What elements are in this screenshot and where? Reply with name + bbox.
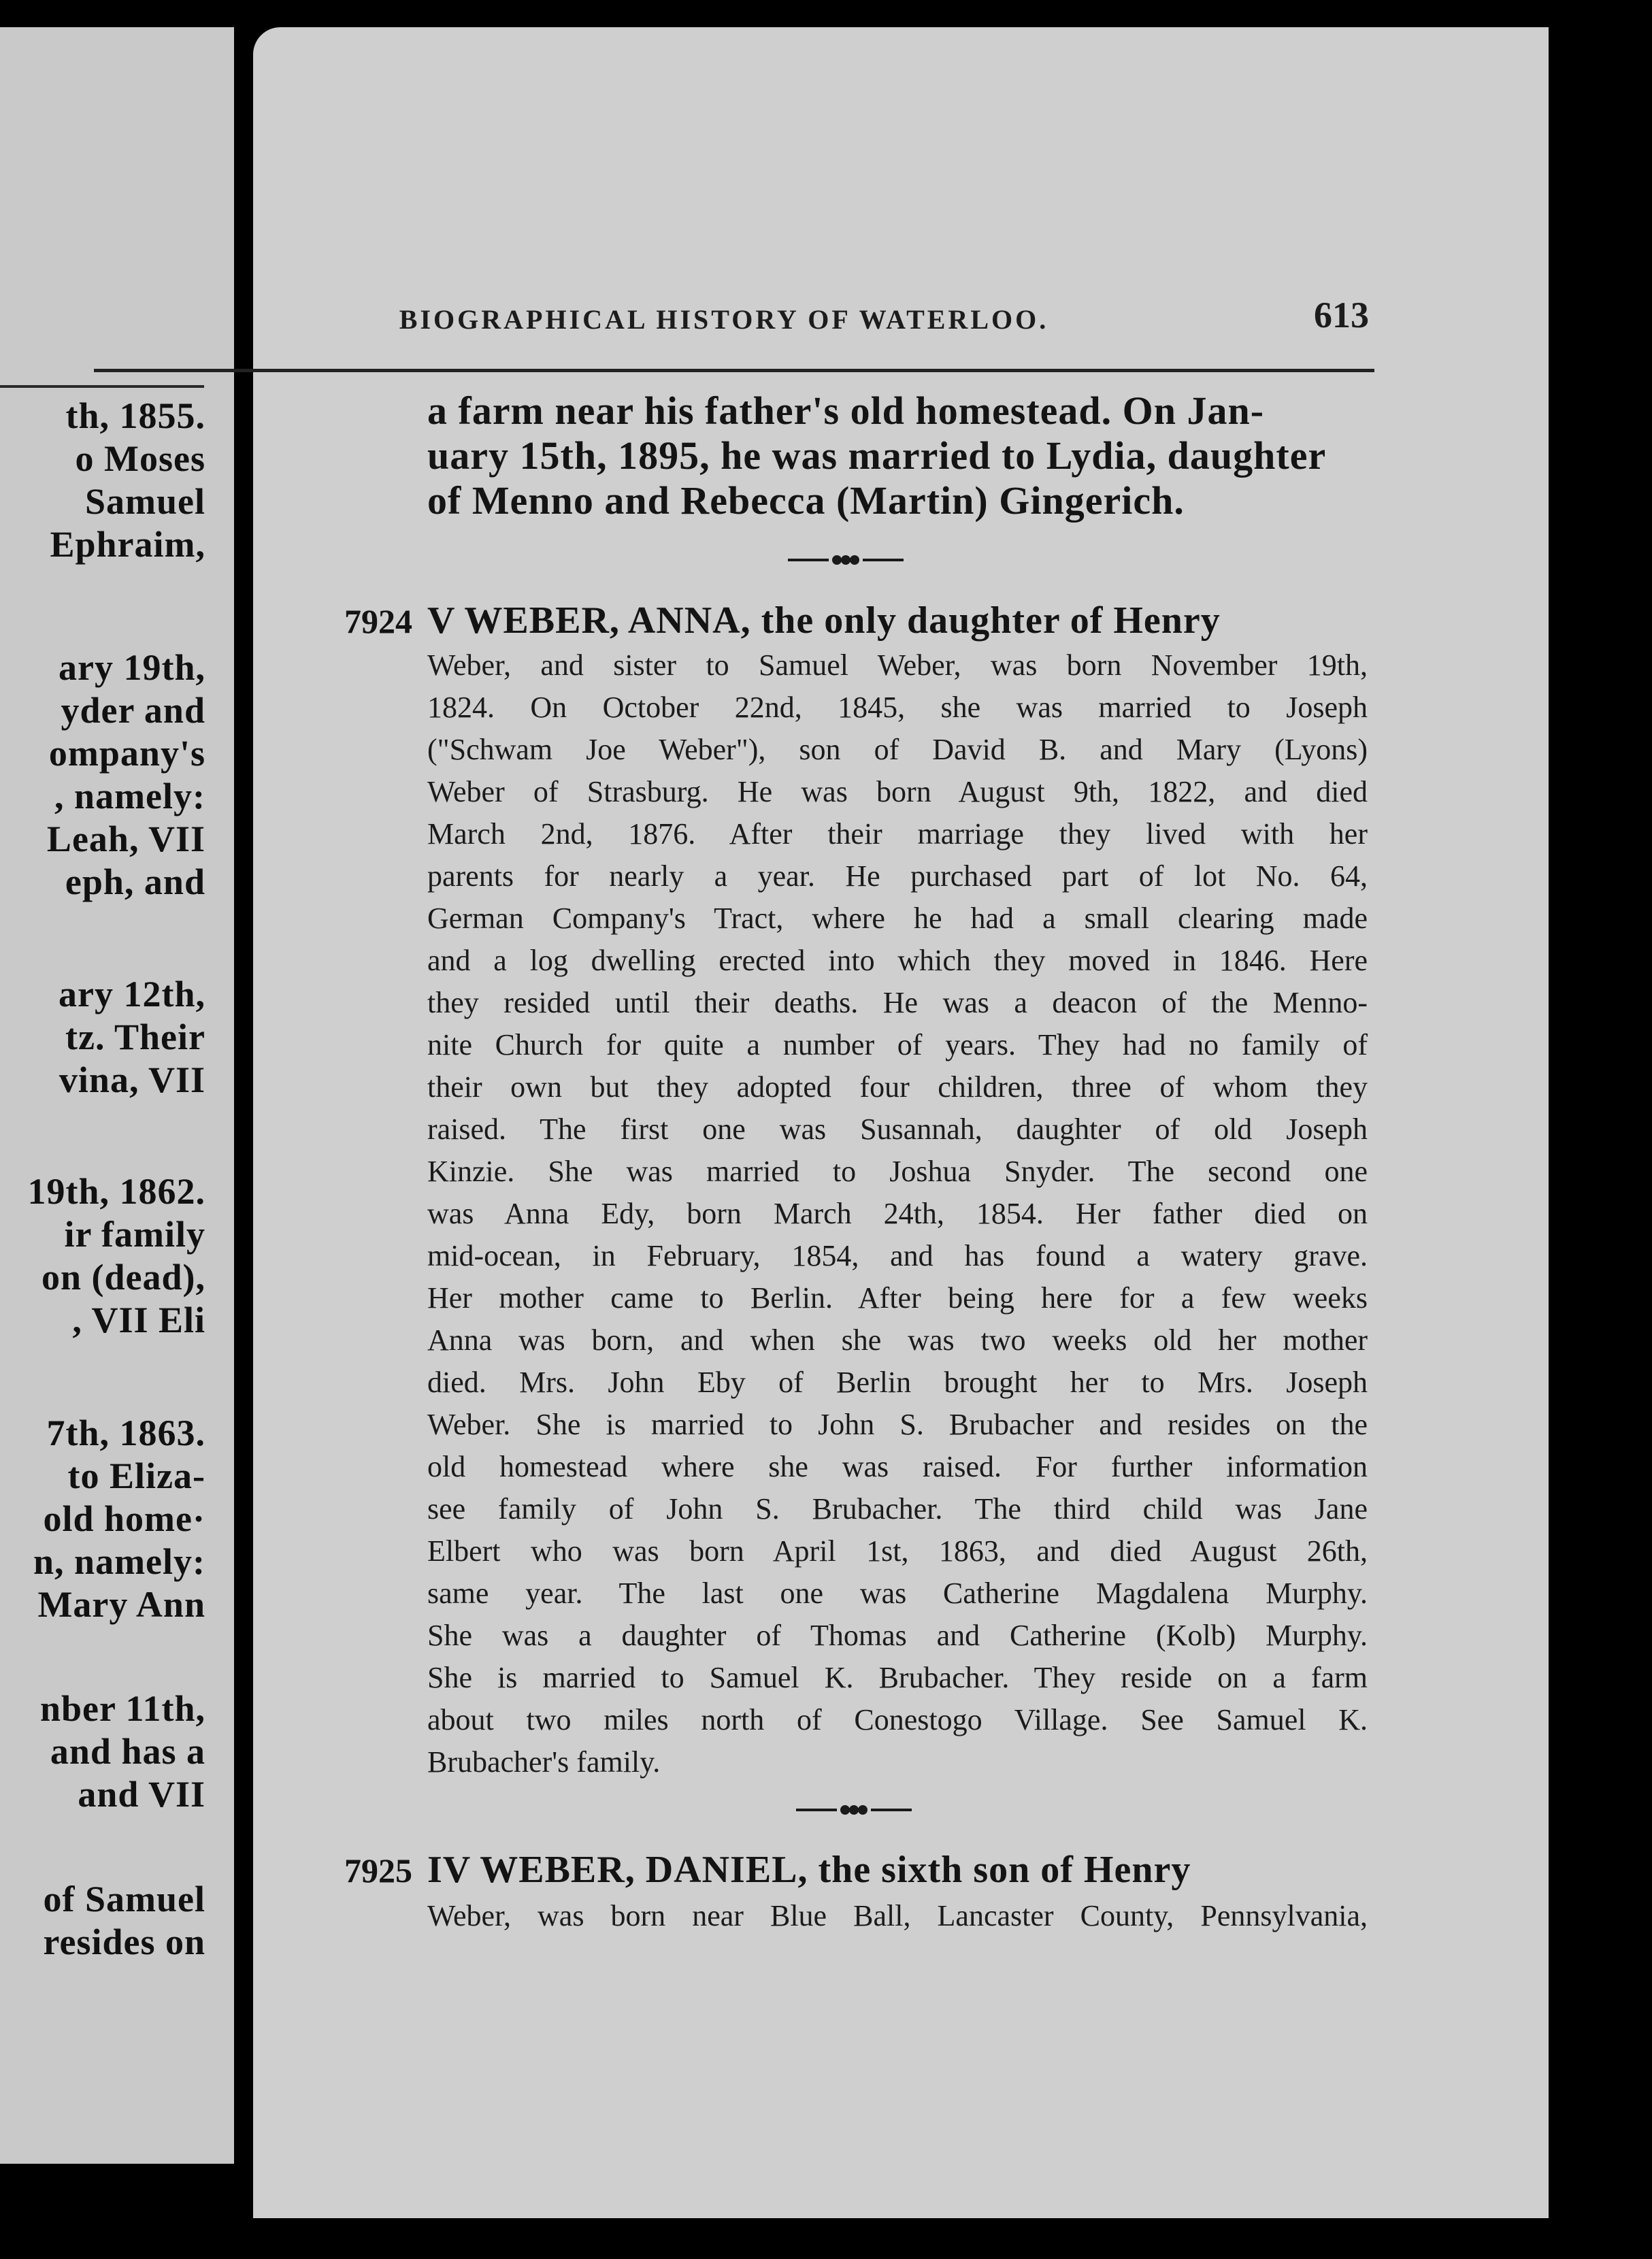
entry-text-line: same year. The last one was Catherine Magdalena Murphy. xyxy=(427,1577,1368,1610)
continuation-line: uary 15th, 1895, he was married to Lydia, daughter xyxy=(427,433,1327,478)
facing-page-line: to Eliza- xyxy=(67,1455,205,1496)
facing-page-header-rule xyxy=(0,385,204,388)
entry-text-line: they resided until their deaths. He was a deacon of the Menno- xyxy=(427,986,1368,1019)
entry-number: 7925 xyxy=(344,1851,412,1890)
entry-text-line: Brubacher's family. xyxy=(427,1745,661,1779)
entry-text-line: Elbert who was born April 1st, 1863, and died August 26th, xyxy=(427,1534,1368,1568)
entry-text-line: ("Schwam Joe Weber"), son of David B. and Mary (Lyons) xyxy=(427,733,1368,766)
facing-page-line: tz. Their xyxy=(65,1017,205,1057)
facing-page-line: resides on xyxy=(43,1922,205,1962)
entry-text-line: German Company's Tract, where he had a small clearing made xyxy=(427,902,1368,935)
continuation-line: a farm near his father's old homestead. On Jan- xyxy=(427,389,1265,433)
facing-page-line: , VII Eli xyxy=(72,1300,205,1340)
facing-page-line: ary 12th, xyxy=(59,974,205,1015)
entry-text-line: see family of John S. Brubacher. The third child was Jane xyxy=(427,1492,1368,1526)
facing-page-line: and has a xyxy=(50,1731,205,1772)
facing-page-line: ir family xyxy=(64,1214,205,1255)
facing-page-line: nber 11th, xyxy=(39,1688,205,1729)
entry-text-line: She is married to Samuel K. Brubacher. They reside on a farm xyxy=(427,1661,1368,1694)
entry-heading: V WEBER, ANNA, the only daughter of Henry xyxy=(427,599,1221,642)
entry-text-line: Her mother came to Berlin. After being here for a few weeks xyxy=(427,1281,1368,1315)
facing-page-line: eph, and xyxy=(65,861,205,902)
entry-text-line: Kinzie. She was married to Joshua Snyder. The second one xyxy=(427,1155,1368,1188)
section-divider-ornament-icon xyxy=(788,546,904,574)
entry-text-line: nite Church for quite a number of years. They had no family of xyxy=(427,1028,1368,1061)
facing-page-line: yder and xyxy=(61,690,205,731)
entry-text-line: Weber of Strasburg. He was born August 9th, 1822, and died xyxy=(427,775,1368,808)
facing-page-line: , namely: xyxy=(54,776,205,817)
running-head-rule xyxy=(94,369,1374,372)
facing-page-line: th, 1855. xyxy=(65,395,205,436)
entry-text-line: Weber, was born near Blue Ball, Lancaster County, Pennsylvania, xyxy=(427,1899,1368,1932)
facing-page-line: and VII xyxy=(78,1774,205,1815)
entry-text-line: parents for nearly a year. He purchased part of lot No. 64, xyxy=(427,859,1368,893)
entry-text-line: died. Mrs. John Eby of Berlin brought her to Mrs. Joseph xyxy=(427,1366,1368,1399)
entry-heading: IV WEBER, DANIEL, the sixth son of Henry xyxy=(427,1849,1191,1891)
entry-text-line: 1824. On October 22nd, 1845, she was married to Joseph xyxy=(427,691,1368,724)
entry-text-line: Weber, and sister to Samuel Weber, was born November 19th, xyxy=(427,648,1368,682)
entry-text-line: and a log dwelling erected into which they moved in 1846. Here xyxy=(427,944,1368,977)
facing-page-line: Samuel xyxy=(84,481,205,522)
facing-page-line: 7th, 1863. xyxy=(46,1413,205,1453)
facing-page-line: Ephraim, xyxy=(50,524,205,565)
page-number: 613 xyxy=(1314,295,1369,335)
facing-page-line: n, namely: xyxy=(33,1541,205,1582)
facing-page-line: Leah, VII xyxy=(46,819,205,859)
section-divider-ornament-icon xyxy=(796,1796,912,1824)
entry-text-line: old homestead where she was raised. For further information xyxy=(427,1450,1368,1483)
running-head-title: BIOGRAPHICAL HISTORY OF WATERLOO. xyxy=(399,304,1049,335)
entry-text-line: raised. The first one was Susannah, daughter of old Joseph xyxy=(427,1112,1368,1146)
book-gutter xyxy=(234,0,253,2259)
entry-text-line: mid-ocean, in February, 1854, and has found a watery grave. xyxy=(427,1239,1368,1272)
entry-text-line: March 2nd, 1876. After their marriage they lived with her xyxy=(427,817,1368,851)
entry-text-line: was Anna Edy, born March 24th, 1854. Her father died on xyxy=(427,1197,1368,1230)
entry-text-line: Weber. She is married to John S. Brubacher and resides on the xyxy=(427,1408,1368,1441)
facing-page-line: 19th, 1862. xyxy=(27,1171,205,1212)
entry-number: 7924 xyxy=(344,602,412,640)
facing-page-fragment xyxy=(0,27,234,2164)
continuation-line: of Menno and Rebecca (Martin) Gingerich. xyxy=(427,478,1185,523)
facing-page-line: of Samuel xyxy=(43,1879,205,1919)
facing-page-line: ompany's xyxy=(48,733,205,774)
facing-page-line: old home· xyxy=(43,1498,205,1539)
facing-page-line: o Moses xyxy=(75,438,205,479)
running-head xyxy=(278,286,1374,347)
facing-page-line: vina, VII xyxy=(59,1059,205,1100)
facing-page-line: ary 19th, xyxy=(59,647,205,688)
entry-text-line: She was a daughter of Thomas and Catherine (Kolb) Murphy. xyxy=(427,1619,1368,1652)
entry-text-line: Anna was born, and when she was two weeks old her mother xyxy=(427,1323,1368,1357)
entry-text-line: their own but they adopted four children, three of whom they xyxy=(427,1070,1368,1104)
entry-text-line: about two miles north of Conestogo Village. See Samuel K. xyxy=(427,1703,1368,1736)
facing-page-line: Mary Ann xyxy=(37,1584,205,1625)
facing-page-line: on (dead), xyxy=(41,1257,205,1298)
